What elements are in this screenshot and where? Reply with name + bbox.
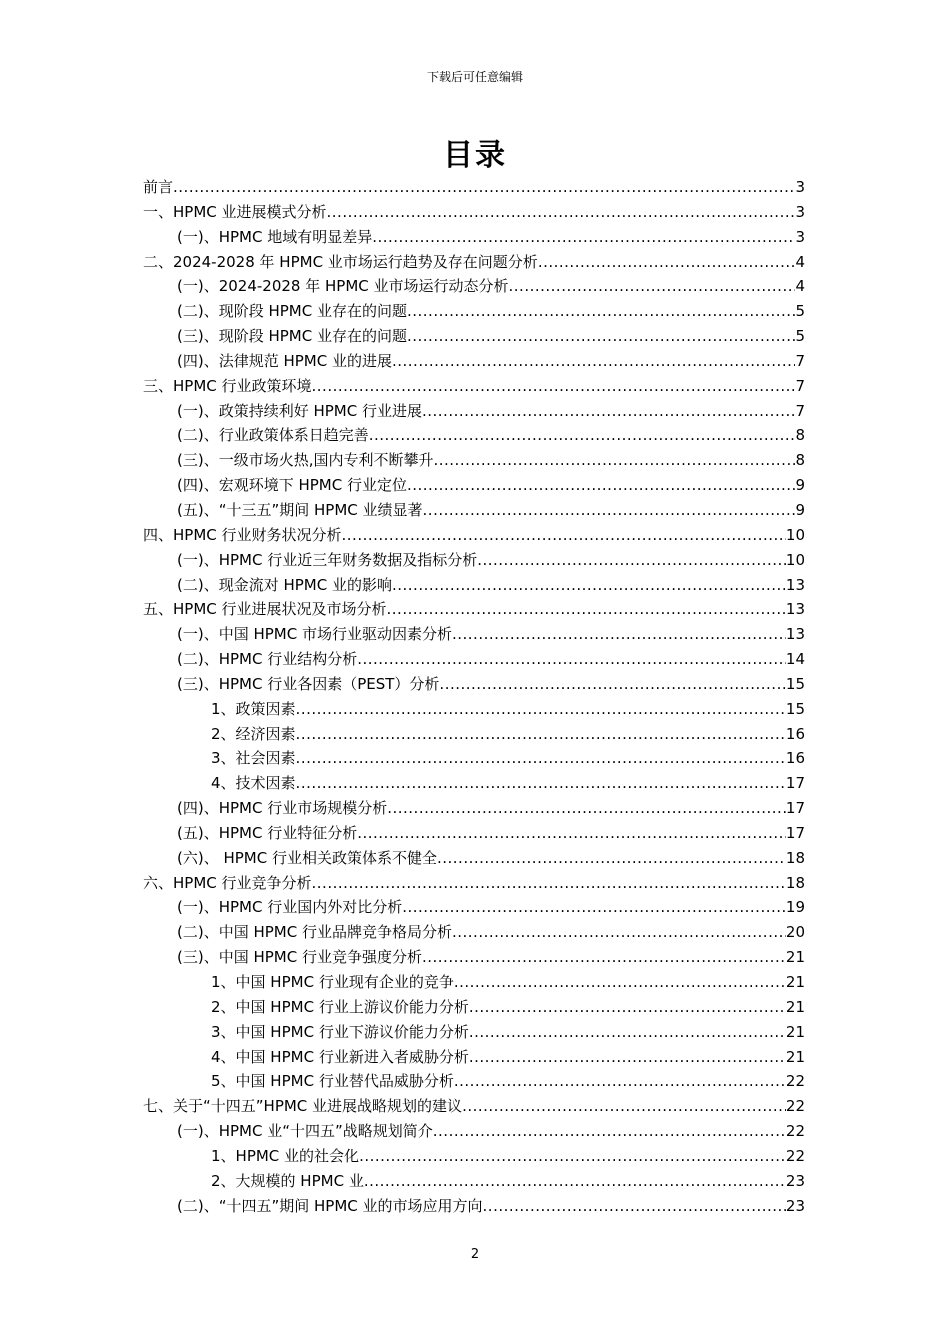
toc-dot-leader — [357, 821, 786, 846]
toc-entry[interactable] — [143, 970, 805, 995]
toc-entry-page: 3 — [795, 202, 805, 221]
toc-entry-page: 14 — [785, 650, 805, 669]
toc-entry-page: 16 — [785, 749, 805, 768]
toc-dot-leader — [364, 1169, 786, 1194]
toc-dot-leader — [454, 1069, 786, 1094]
toc-entry-title: 1、政策因素 — [211, 699, 296, 718]
toc-dot-leader — [538, 250, 796, 275]
toc-entry-page: 18 — [785, 848, 805, 867]
toc-entry[interactable] — [143, 995, 805, 1020]
toc-entry[interactable] — [143, 771, 805, 796]
toc-entry[interactable] — [143, 1045, 805, 1070]
toc-entry-page: 22 — [785, 1072, 805, 1091]
page-header: 下载后可任意编辑 — [426, 70, 523, 84]
toc-entry-page: 3 — [795, 227, 805, 246]
toc-entry-page: 9 — [795, 500, 805, 519]
toc-entry[interactable] — [143, 274, 805, 299]
page-number: 2 — [470, 1247, 480, 1262]
toc-entry[interactable] — [143, 399, 805, 424]
toc-entry-page: 22 — [785, 1097, 805, 1116]
toc-entry[interactable] — [143, 1069, 805, 1094]
toc-entry-title: 4、中国 HPMC 行业新进入者威胁分析 — [211, 1047, 469, 1066]
toc-entry-page: 3 — [795, 178, 805, 196]
toc-dot-leader — [369, 423, 796, 448]
toc-entry-page: 15 — [785, 674, 805, 693]
toc-dot-leader — [439, 672, 785, 697]
toc-dot-leader — [312, 871, 786, 896]
toc-entry-page: 17 — [785, 774, 805, 793]
toc-entry-title: 2、大规模的 HPMC 业 — [211, 1171, 364, 1190]
toc-entry[interactable] — [143, 622, 805, 647]
toc-entry-page: 7 — [795, 351, 805, 370]
toc-entry-page: 21 — [785, 948, 805, 967]
toc-entry-title: (三)、一级市场火热,国内专利不断攀升 — [177, 451, 434, 470]
toc-entry[interactable] — [143, 871, 805, 896]
toc-entry-page: 21 — [785, 1022, 805, 1041]
toc-entry-page: 13 — [785, 575, 805, 594]
toc-entry-page: 10 — [785, 550, 805, 569]
toc-entry-page: 21 — [785, 1047, 805, 1066]
toc-entry-page: 7 — [795, 376, 805, 395]
toc-entry[interactable] — [143, 523, 805, 548]
toc-entry[interactable] — [143, 846, 805, 871]
toc-entry[interactable] — [143, 374, 805, 399]
toc-entry-page: 23 — [785, 1196, 805, 1215]
toc-entry-page: 22 — [785, 1122, 805, 1141]
toc-entry-page: 5 — [795, 327, 805, 346]
toc-entry[interactable] — [143, 945, 805, 970]
toc-entry-title: 1、中国 HPMC 行业现有企业的竞争 — [211, 973, 454, 991]
toc-entry[interactable] — [143, 473, 805, 498]
toc-entry-page: 13 — [785, 600, 805, 619]
toc-entry[interactable] — [143, 920, 805, 945]
toc-dot-leader — [173, 175, 795, 200]
toc-entry[interactable] — [143, 324, 805, 349]
toc-entry-page: 8 — [795, 426, 805, 445]
toc-entry-title: (二)、现阶段 HPMC 业存在的问题 — [177, 302, 407, 321]
toc-dot-leader — [437, 846, 786, 871]
toc-dot-leader — [422, 399, 795, 424]
toc-entry-title: 1、HPMC 业的社会化 — [211, 1146, 360, 1165]
toc-entry[interactable] — [143, 746, 805, 771]
toc-entry[interactable] — [143, 423, 805, 448]
toc-entry[interactable] — [143, 672, 805, 697]
toc-entry-title: (六)、 HPMC 行业相关政策体系不健全 — [177, 848, 437, 867]
toc-entry[interactable] — [143, 225, 805, 250]
toc-dot-leader — [452, 920, 786, 945]
toc-entry-title: (四)、法律规范 HPMC 业的进展 — [177, 351, 392, 370]
toc-entry[interactable] — [143, 299, 805, 324]
toc-entry-title: (三)、HPMC 行业各因素（PEST）分析 — [177, 674, 440, 693]
toc-entry[interactable] — [143, 647, 805, 672]
toc-dot-leader — [433, 1119, 786, 1144]
toc-dot-leader — [372, 225, 795, 250]
toc-entry-page: 13 — [785, 625, 805, 644]
toc-entry[interactable] — [143, 349, 805, 374]
toc-dot-leader — [387, 597, 786, 622]
toc-dot-leader — [392, 573, 786, 598]
toc-entry[interactable] — [143, 1194, 805, 1219]
toc-entry-title: 七、关于“十四五”HPMC 业进展战略规划的建议 — [143, 1097, 463, 1116]
toc-entry-title: (三)、现阶段 HPMC 业存在的问题 — [177, 327, 407, 346]
toc-entry-page: 8 — [795, 451, 805, 470]
toc-entry[interactable] — [143, 1020, 805, 1045]
toc-entry-page: 18 — [785, 873, 805, 892]
toc-entry[interactable] — [143, 1094, 805, 1119]
page-title: 目录 — [443, 138, 507, 173]
toc-dot-leader — [327, 200, 796, 225]
toc-dot-leader — [469, 1045, 786, 1070]
toc-entry-title: 3、中国 HPMC 行业下游议价能力分析 — [211, 1022, 469, 1041]
toc-entry-title: (二)、HPMC 行业结构分析 — [177, 650, 358, 669]
toc-entry-title: 2、中国 HPMC 行业上游议价能力分析 — [211, 997, 469, 1016]
toc-entry-page: 17 — [785, 799, 805, 818]
toc-dot-leader — [454, 970, 786, 995]
toc-entry-page: 4 — [795, 277, 805, 296]
toc-entry-title: (二)、现金流对 HPMC 业的影响 — [177, 575, 392, 594]
toc-entry-title: 4、技术因素 — [211, 774, 296, 793]
toc-entry-title: (二)、行业政策体系日趋完善 — [177, 426, 369, 445]
toc-entry[interactable] — [143, 548, 805, 573]
toc-entry-title: (五)、“十三五”期间 HPMC 业绩显著 — [177, 500, 423, 519]
toc-entry-title: (一)、政策持续利好 HPMC 行业进展 — [177, 401, 422, 420]
toc-dot-leader — [509, 274, 796, 299]
toc-entry-title: (一)、HPMC 地域有明显差异 — [177, 227, 373, 246]
toc-entry-title: 3、社会因素 — [211, 749, 296, 768]
toc-dot-leader — [342, 523, 786, 548]
toc-entry-title: (一)、2024-2028 年 HPMC 业市场运行动态分析 — [177, 277, 509, 296]
toc-entry[interactable] — [143, 1169, 805, 1194]
toc-entry-title: 一、HPMC 业进展模式分析 — [143, 202, 327, 221]
toc-dot-leader — [387, 796, 786, 821]
toc-entry[interactable] — [143, 200, 805, 225]
toc-entry-title: 五、HPMC 行业进展状况及市场分析 — [143, 600, 387, 619]
toc-entry-title: (二)、中国 HPMC 行业品牌竞争格局分析 — [177, 923, 452, 942]
toc-entry-title: 二、2024-2028 年 HPMC 业市场运行趋势及存在问题分析 — [143, 252, 538, 271]
toc-entry[interactable] — [143, 597, 805, 622]
toc-entry[interactable] — [143, 175, 805, 200]
toc-dot-leader — [423, 498, 796, 523]
toc-entry-page: 9 — [795, 476, 805, 495]
toc-dot-leader — [296, 722, 786, 747]
toc-entry[interactable] — [143, 821, 805, 846]
toc-entry-page: 20 — [785, 923, 805, 942]
toc-entry-page: 22 — [785, 1146, 805, 1165]
toc-entry-page: 4 — [795, 252, 805, 271]
toc-entry-title: (一)、HPMC 业“十四五”战略规划简介 — [177, 1122, 433, 1141]
toc-dot-leader — [407, 324, 795, 349]
toc-entry-title: 5、中国 HPMC 行业替代品威胁分析 — [211, 1072, 454, 1091]
toc-dot-leader — [483, 1194, 786, 1219]
toc-entry-page: 17 — [785, 823, 805, 842]
toc-dot-leader — [296, 771, 786, 796]
toc-entry-title: 四、HPMC 行业财务状况分析 — [143, 525, 342, 544]
toc-dot-leader — [392, 349, 795, 374]
toc-entry-title: 2、经济因素 — [211, 724, 296, 743]
toc-dot-leader — [402, 895, 786, 920]
toc-entry-title: (一)、HPMC 行业国内外对比分析 — [177, 898, 403, 917]
toc-dot-leader — [462, 1094, 786, 1119]
toc-entry[interactable] — [143, 796, 805, 821]
toc-entry[interactable] — [143, 895, 805, 920]
toc-entry-title: (一)、中国 HPMC 市场行业驱动因素分析 — [177, 625, 452, 644]
toc-entry[interactable] — [143, 448, 805, 473]
table-of-contents — [143, 175, 805, 1218]
toc-dot-leader — [357, 647, 786, 672]
toc-entry-page: 21 — [785, 973, 805, 991]
toc-entry-page: 7 — [795, 401, 805, 420]
toc-entry[interactable] — [143, 1119, 805, 1144]
toc-dot-leader — [452, 622, 786, 647]
toc-dot-leader — [433, 448, 795, 473]
toc-entry-title: (一)、HPMC 行业近三年财务数据及指标分析 — [177, 550, 478, 569]
toc-entry-title: 三、HPMC 行业政策环境 — [143, 376, 312, 395]
toc-entry-title: (四)、宏观环境下 HPMC 行业定位 — [177, 476, 407, 495]
toc-entry-page: 10 — [785, 525, 805, 544]
toc-entry[interactable] — [143, 498, 805, 523]
toc-entry-page: 19 — [785, 898, 805, 917]
toc-entry[interactable] — [143, 573, 805, 598]
toc-entry-title: 六、HPMC 行业竞争分析 — [143, 873, 312, 892]
toc-entry-page: 15 — [785, 699, 805, 718]
toc-entry-page: 23 — [785, 1171, 805, 1190]
toc-entry-title: 前言 — [143, 178, 174, 196]
toc-dot-leader — [469, 995, 786, 1020]
toc-dot-leader — [407, 299, 795, 324]
toc-entry-title: (三)、中国 HPMC 行业竞争强度分析 — [177, 948, 422, 967]
toc-entry-title: (四)、HPMC 行业市场规模分析 — [177, 799, 388, 818]
toc-dot-leader — [469, 1020, 786, 1045]
toc-entry[interactable] — [143, 697, 805, 722]
toc-dot-leader — [422, 945, 786, 970]
toc-dot-leader — [296, 746, 786, 771]
toc-entry[interactable] — [143, 1144, 805, 1169]
toc-dot-leader — [407, 473, 795, 498]
toc-dot-leader — [312, 374, 796, 399]
toc-entry-title: (五)、HPMC 行业特征分析 — [177, 823, 358, 842]
toc-dot-leader — [296, 697, 786, 722]
toc-entry[interactable] — [143, 250, 805, 275]
toc-entry-page: 5 — [795, 302, 805, 321]
toc-dot-leader — [477, 548, 786, 573]
toc-dot-leader — [359, 1144, 786, 1169]
toc-entry-page: 21 — [785, 997, 805, 1016]
toc-entry-page: 16 — [785, 724, 805, 743]
toc-entry-title: (二)、“十四五”期间 HPMC 业的市场应用方向 — [177, 1196, 483, 1215]
toc-entry[interactable] — [143, 722, 805, 747]
